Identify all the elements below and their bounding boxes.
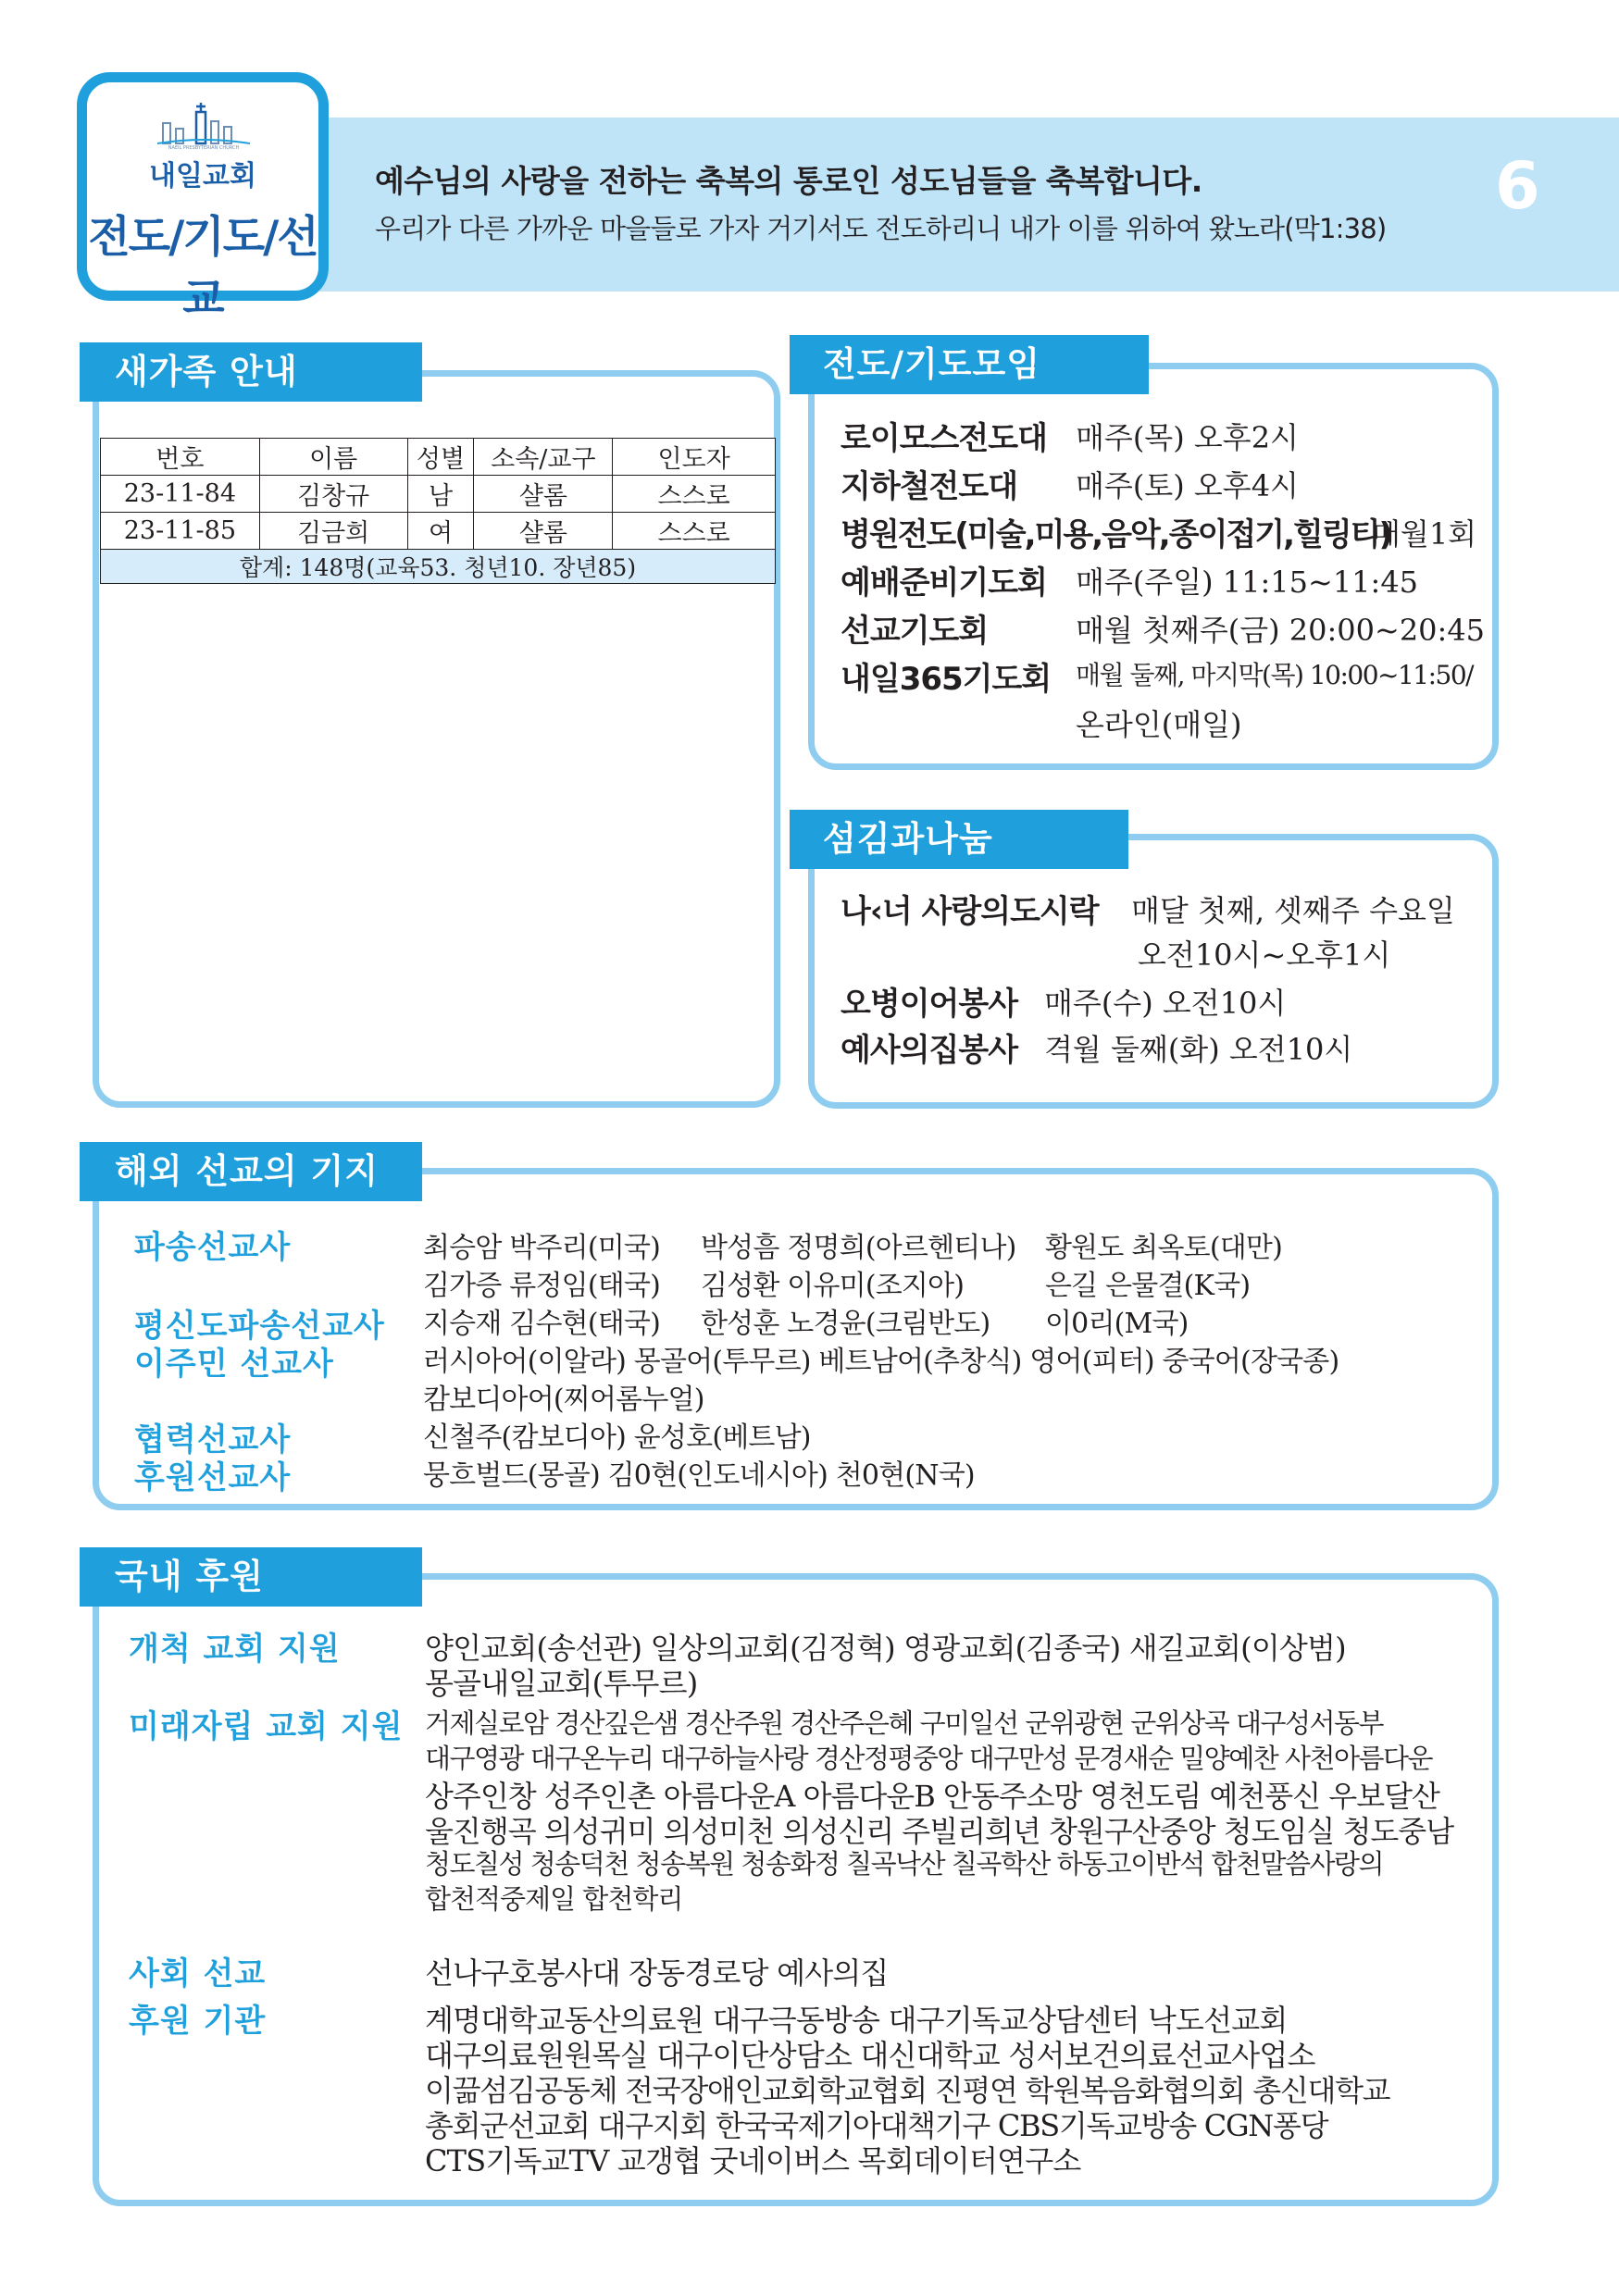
prayer-value: 매주(주일) 11:15~11:45 [1076, 565, 1419, 600]
missionary: 최승암 박주리(미국) [423, 1232, 660, 1264]
missionary: 한성훈 노경윤(크림반도) [701, 1308, 990, 1340]
header-main-text: 예수님의 사랑을 전하는 축복의 통로인 성도님들을 축복합니다. [375, 163, 1202, 199]
prayer-label: 내일365기도회 [841, 661, 1052, 698]
service-label: 예사의집봉사 [841, 1032, 1018, 1069]
missionary: 김성환 이유미(조지아) [701, 1270, 965, 1302]
table-cell: 스스로 [613, 513, 776, 550]
col-header: 인도자 [613, 439, 776, 476]
domestic-label: 사회 선교 [129, 1955, 267, 1992]
missionary: 김가증 류정임(태국) [423, 1270, 660, 1302]
table-cell: 23-11-84 [101, 476, 260, 513]
overseas-label: 이주민 선교사 [134, 1346, 334, 1383]
service-value: 오전10시~오후1시 [1138, 937, 1391, 973]
domestic-label: 미래자립 교회 지원 [129, 1708, 404, 1745]
table-cell: 샬롬 [474, 476, 613, 513]
table-row [101, 513, 776, 550]
prayer-meetings-title: 전도/기도모임 [790, 335, 1149, 394]
service-value: 매주(수) 오전10시 [1044, 986, 1287, 1021]
future-line: 합천적중제일 합천학리 [425, 1883, 683, 1915]
agency-line: 총회군선교회 대구지회 한국국제기아대책기구 CBS기독교방송 CGN퐁당 [425, 2108, 1328, 2143]
domestic-label: 후원 기관 [129, 2003, 267, 2040]
social-line: 선나구호봉사대 장동경로당 예사의집 [425, 1955, 889, 1991]
prayer-value: 매주(목) 오후2시 [1076, 420, 1299, 455]
church-logo-icon [157, 103, 250, 149]
table-total: 합계: 148명(교육53. 청년10. 장년85) [101, 550, 776, 584]
future-line: 거제실로암 경산깊은샘 경산주원 경산주은혜 구미일선 군위광현 군위상곡 대구성서동부 [425, 1707, 1384, 1739]
overseas-label: 협력선교사 [134, 1421, 292, 1458]
pioneer-line: 양인교회(송선관) 일상의교회(김정혁) 영광교회(김종국) 새길교회(이상범) [425, 1631, 1346, 1666]
service-label: 오병이어봉사 [841, 986, 1018, 1023]
overseas-label: 평신도파송선교사 [134, 1308, 385, 1345]
table-cell: 스스로 [613, 476, 776, 513]
overseas-title: 해외 선교의 기지 [80, 1142, 422, 1201]
agency-line: 대구의료원원목실 대구이단상담소 대신대학교 성서보건의료선교사업소 [425, 2038, 1315, 2073]
future-line: 울진행곡 의성귀미 의성미천 의성신리 주빌리희년 창원구산중앙 청도임실 청도중남 [425, 1814, 1454, 1849]
col-header: 성별 [407, 439, 474, 476]
header-band [319, 118, 1619, 292]
table-cell: 남 [407, 476, 474, 513]
prayer-value: 매주(토) 오후4시 [1076, 468, 1299, 503]
table-row [101, 476, 776, 513]
prayer-label: 지하철전도대 [841, 468, 1018, 505]
missionary: 지승재 김수현(태국) [423, 1308, 660, 1340]
future-line: 청도칠성 청송덕천 청송복원 청송화정 칠곡낙산 칠곡학산 하동고이반석 합천말씀사랑의 [425, 1848, 1384, 1880]
pioneer-line: 몽골내일교회(투무르) [425, 1666, 698, 1701]
logo-subtext: NAEIL PRESBYTERIAN CHURCH [168, 145, 240, 149]
table-total-row [101, 550, 776, 584]
missionary: 황원도 최옥토(대만) [1045, 1232, 1282, 1264]
missionary-line: 캄보디아어(찌어롬누얼) [423, 1384, 704, 1416]
section-title: 전도/기도/선교 [88, 212, 318, 325]
agency-line: CTS기독교TV 교갱협 굿네이버스 목회데이터연구소 [425, 2143, 1081, 2178]
col-header: 이름 [259, 439, 407, 476]
missionary: 박성흠 정명희(아르헨티나) [701, 1232, 1016, 1264]
table-cell: 샬롬 [474, 513, 613, 550]
future-line: 대구영광 대구온누리 대구하늘사랑 경산정평중앙 대구만성 문경새순 밀양예찬 사천아름다운 [425, 1743, 1433, 1774]
domestic-title: 국내 후원 [80, 1547, 422, 1607]
table-cell: 김창규 [259, 476, 407, 513]
col-header: 소속/교구 [474, 439, 613, 476]
table-header-row [101, 439, 776, 476]
prayer-value: 매월1회 [1372, 516, 1477, 552]
col-header: 번호 [101, 439, 260, 476]
missionary-line: 러시아어(이알라) 몽골어(투무르) 베트남어(추창식) 영어(피터) 중국어(장국종) [423, 1346, 1339, 1378]
service-value: 격월 둘째(화) 오전10시 [1044, 1032, 1353, 1067]
overseas-label: 파송선교사 [134, 1229, 292, 1266]
overseas-label: 후원선교사 [134, 1459, 292, 1496]
service-title: 섬김과나눔 [790, 810, 1128, 869]
domestic-label: 개척 교회 지원 [129, 1631, 341, 1668]
service-value: 매달 첫째, 셋째주 수요일 [1131, 893, 1455, 928]
prayer-label: 병원전도(미술,미용,음악,종이접기,힐링티) [841, 516, 1392, 553]
table-cell: 23-11-85 [101, 513, 260, 550]
service-label: 나‹너 사랑의도시락 [841, 893, 1099, 930]
table-cell: 김금희 [259, 513, 407, 550]
missionary: 이0리(M국) [1045, 1308, 1189, 1340]
logo-box [77, 72, 329, 325]
new-family-table [100, 438, 776, 584]
prayer-value: 매월 첫째주(금) 20:00~20:45 [1076, 613, 1486, 648]
page-number: 6 [1495, 148, 1540, 224]
missionary-line: 뭉흐벌드(몽골) 김0현(인도네시아) 천0현(N국) [423, 1459, 975, 1492]
prayer-label: 로이모스전도대 [841, 420, 1047, 457]
new-family-title: 새가족 안내 [80, 342, 422, 402]
agency-line: 이끎섬김공동체 전국장애인교회학교협회 진평연 학원복음화협의회 총신대학교 [425, 2073, 1390, 2108]
prayer-value: 온라인(매일) [1076, 707, 1242, 742]
prayer-label: 예배준비기도회 [841, 565, 1047, 602]
agency-line: 계명대학교동산의료원 대구극동방송 대구기독교상담센터 낙도선교회 [425, 2003, 1288, 2038]
table-cell: 여 [407, 513, 474, 550]
future-line: 상주인창 성주인촌 아름다운A 아름다운B 안동주소망 영천도림 예천풍신 우보달산 [425, 1779, 1439, 1814]
prayer-label: 선교기도회 [841, 613, 989, 650]
header-verse: 우리가 다른 가까운 마을들로 가자 거기서도 전도하리니 내가 이를 위하여 왔노라(막1:38) [375, 213, 1387, 244]
prayer-value: 매월 둘째, 마지막(목) 10:00~11:50/ [1076, 660, 1474, 690]
missionary-line: 신철주(캄보디아) 윤성호(베트남) [423, 1421, 811, 1454]
missionary: 은길 은물결(K국) [1045, 1270, 1251, 1302]
logo-text: 내일교회 [149, 160, 256, 192]
